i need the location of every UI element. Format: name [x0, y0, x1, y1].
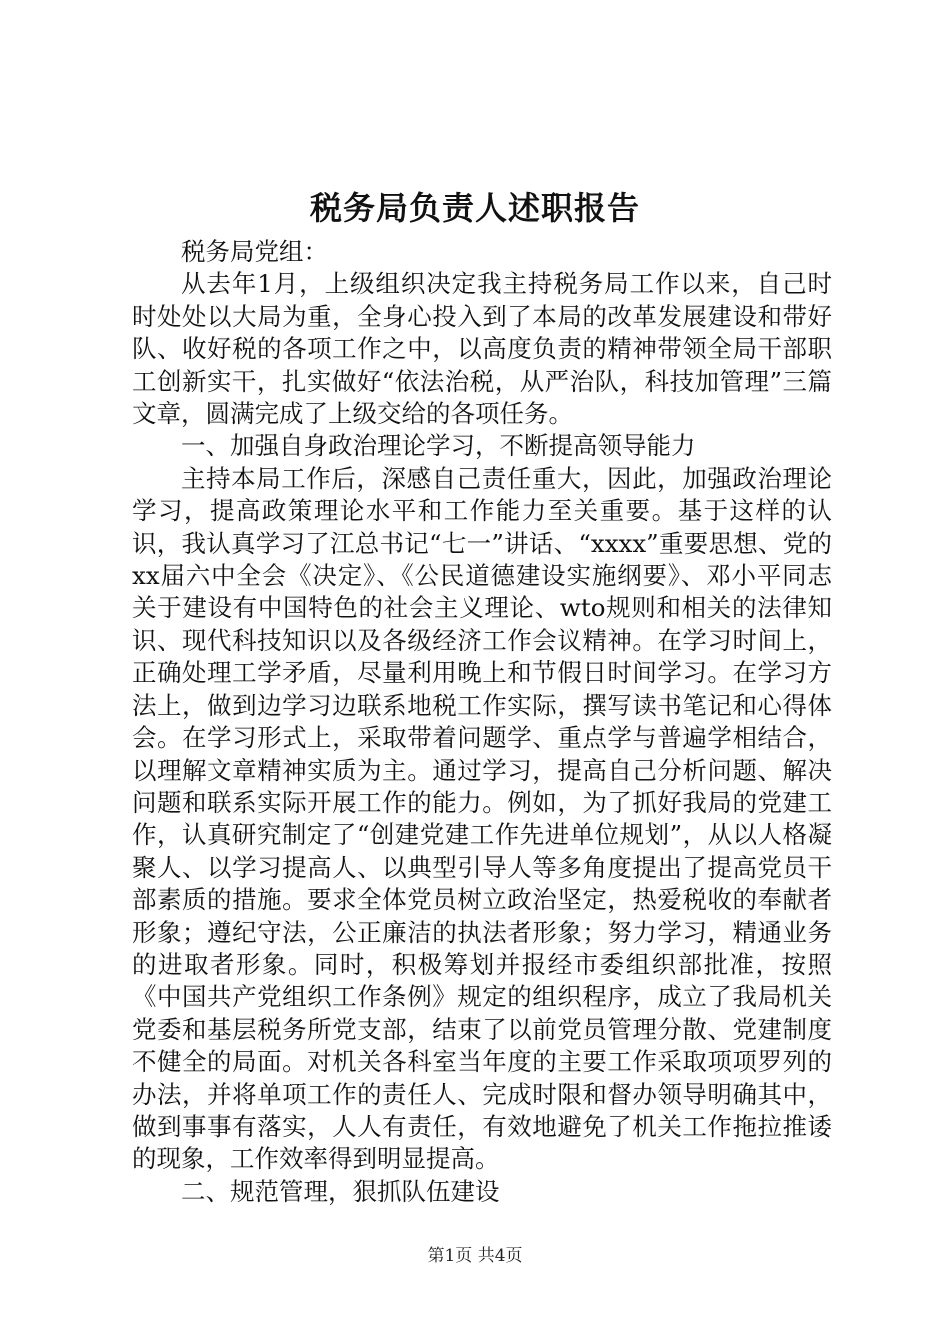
intro-paragraph: 从去年1月，上级组织决定我主持税务局工作以来，自己时时处处以大局为重，全身心投入到了本局的改革发展建设和带好队、收好税的各项工作之中，以高度负责的精神带领全局干部职工创新实干，扎实做好“依法治税，从严治队，科技加管理”三篇文章，圆满完成了上级交给的各项任务。 — [132, 269, 832, 429]
document-body — [132, 236, 832, 1208]
section-1-paragraph: 主持本局工作后，深感自己责任重大，因此，加强政治理论学习，提高政策理论水平和工作能力至关重要。基于这样的认识，我认真学习了江总书记“七一”讲话、“xxxx”重要思想、党的xx届六中全会《决定》、《公民道德建设实施纲要》、邓小平同志关于建设有中国特色的社会主义理论、wto规则和相关的法律知识、现代科技知识以及各级经济工作会议精神。在学习时间上，正确处理工学矛盾，尽量利用晚上和节假日时间学习。在学习方法上，做到边学习边联系地税工作实际，撰写读书笔记和心得体会。在学习形式上，采取带着问题学、重点学与普遍学相结合，以理解文章精神实质为主。通过学习，提高自己分析问题、解决问题和联系实际开展工作的能力。例如，为了抓好我局的党建工作，认真研究制定了“创建党建工作先进单位规划”，从以人格凝聚人、以学习提高人、以典型引导人等多角度提出了提高党员干部素质的措施。要求全体党员树立政治坚定，热爱税收的奉献者形象；遵纪守法，公正廉洁的执法者形象；努力学习，精通业务的进取者形象。同时，积极筹划并报经市委组织部批准，按照《中国共产党组织工作条例》规定的组织程序，成立了我局机关党委和基层税务所党支部，结束了以前党员管理分散、党建制度不健全的局面。对机关各科室当年度的主要工作采取项项罗列的办法，并将单项工作的责任人、完成时限和督办领导明确其中，做到事事有落实，人人有责任，有效地避免了机关工作拖拉推诿的现象，工作效率得到明显提高。 — [132, 463, 832, 1174]
page-number-footer: 第1页 共4页 — [427, 1246, 523, 1266]
section-heading-1: 一、加强自身政治理论学习，不断提高领导能力 — [181, 431, 696, 461]
document-title: 税务局负责人述职报告 — [309, 189, 640, 227]
section-heading-2: 二、规范管理，狠抓队伍建设 — [181, 1176, 500, 1206]
salutation: 税务局党组： — [181, 237, 328, 266]
